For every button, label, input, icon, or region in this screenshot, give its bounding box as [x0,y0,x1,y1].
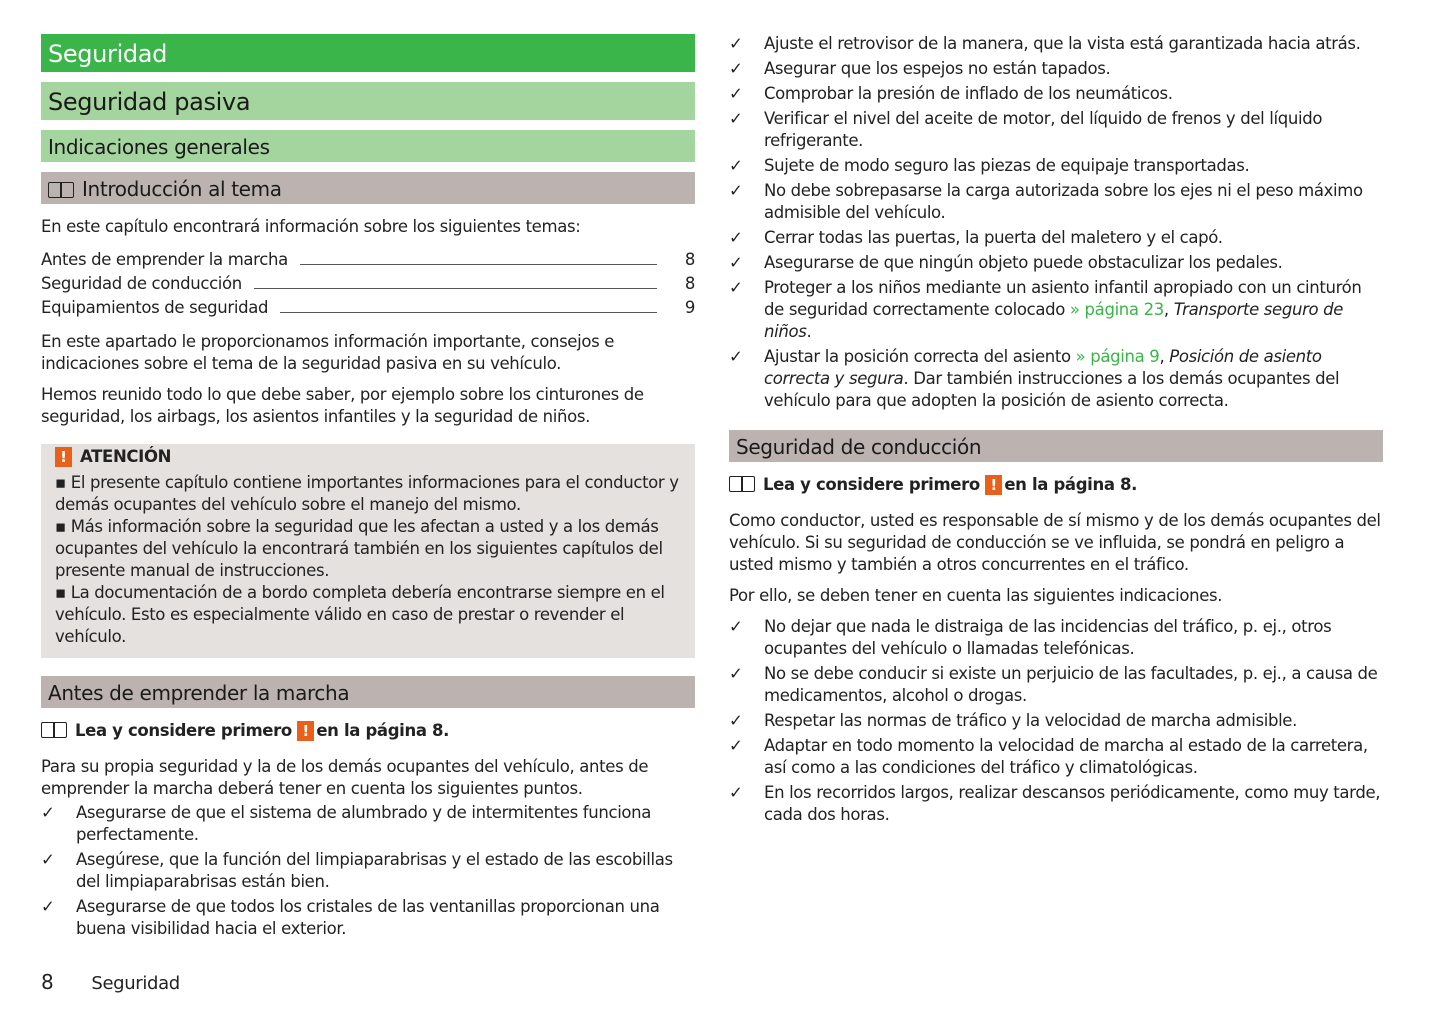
check-item: ✓ No dejar que nada le distraiga de las incidencias del tráfico, p. ej., otros ocupantes del vehículo o llamadas telefónicas. [729,617,1332,658]
footer-section: Seguridad [91,973,180,994]
paragraph: En este apartado le proporcionamos información importante, consejos e indicaciones sobre el tema de la seguridad pasiva en su vehículo. [41,332,615,373]
book-icon [41,722,67,738]
right-column [729,33,1383,829]
paragraph: Por ello, se deben tener en cuenta las siguientes indicaciones. [729,586,1223,605]
page-link[interactable]: 8. [1120,475,1138,494]
warning-icon: ! [55,447,72,467]
warning-icon: ! [985,475,1002,495]
check-icon: ✓ [41,850,55,869]
warning-box [41,444,695,658]
check-icon: ✓ [729,156,743,175]
intro-text: En este capítulo encontrará información sobre los siguientes temas: [41,217,581,236]
intro-heading-label: Introducción al tema [82,177,282,201]
toc-item[interactable]: Equipamientos de seguridad 9 [41,298,695,317]
reference-line: Lea y considere primero ! en la página 8. [41,720,695,742]
check-icon: ✓ [41,803,55,822]
check-item: ✓ No se debe conducir si existe un perjuicio de las facultades, p. ej., a causa de medicamentos, alcohol o drogas. [729,664,1378,705]
check-icon: ✓ [729,278,743,297]
check-item: ✓ Asegúrese, que la función del limpiaparabrisas y el estado de las escobillas del limpiaparabrisas están bien. [41,850,673,891]
check-item: ✓ Sujete de modo seguro las piezas de equipaje transportadas. [729,156,1250,175]
toc [41,247,695,319]
check-icon: ✓ [729,253,743,272]
page-number: 8 [41,970,54,994]
check-icon: ✓ [729,736,743,755]
check-item: ✓ Asegurarse de que el sistema de alumbrado y de intermitentes funciona perfectamente. [41,803,652,844]
section-heading-antes: Antes de emprender la marcha [41,676,695,708]
check-icon: ✓ [729,59,743,78]
reference-line: Lea y considere primero ! en la página 8. [729,474,1383,496]
check-icon: ✓ [729,109,743,128]
check-item: ✓ Ajuste el retrovisor de la manera, que la vista está garantizada hacia atrás. [729,34,1361,53]
chapter-heading: Seguridad [41,34,695,72]
check-item: ✓ Ajustar la posición correcta del asiento » página 9, Posición de asiento correcta y segura. Dar también instrucciones a los demás ocupantes del vehículo para que adopten la posición de asiento correcta. [729,347,1340,410]
page-link[interactable]: » página 9 [1075,347,1160,366]
check-icon: ✓ [729,228,743,247]
check-item: ✓ Cerrar todas las puertas, la puerta del maletero y el capó. [729,228,1223,247]
check-icon: ✓ [729,34,743,53]
check-icon: ✓ [729,181,743,200]
check-icon: ✓ [729,711,743,730]
warning-item: ▪ El presente capítulo contiene importantes informaciones para el conductor y demás ocupantes del vehículo sobre el manejo del mismo. [55,473,679,514]
check-icon: ✓ [729,347,743,366]
check-item: ✓ Asegurar que los espejos no están tapados. [729,59,1111,78]
toc-item[interactable]: Seguridad de conducción 8 [41,274,695,293]
paragraph: Para su propia seguridad y la de los demás ocupantes del vehículo, antes de emprender la marcha deberá tener en cuenta los siguientes puntos. [41,757,649,798]
check-item: ✓ Respetar las normas de tráfico y la velocidad de marcha admisible. [729,711,1297,730]
check-item: ✓ Comprobar la presión de inflado de los neumáticos. [729,84,1173,103]
check-icon: ✓ [729,783,743,802]
section-heading: Seguridad pasiva [41,82,695,120]
paragraph: Como conductor, usted es responsable de sí mismo y de los demás ocupantes del vehículo. Si su seguridad de conducción se ve influida, se pondrá en peligro a usted mismo y también a otros concurrentes en el tráfico. [729,511,1381,574]
section-heading-conduccion: Seguridad de conducción [729,430,1383,462]
check-icon: ✓ [41,897,55,916]
check-item: ✓ Proteger a los niños mediante un asiento infantil apropiado con un cinturón de seguridad correctamente colocado » página 23, Transporte seguro de niños. [729,278,1362,341]
check-icon: ✓ [729,617,743,636]
warning-icon: ! [297,721,314,741]
page-link[interactable]: 8. [432,721,450,740]
check-icon: ✓ [729,664,743,683]
book-icon [729,476,755,492]
check-item: ✓ Asegurarse de que todos los cristales de las ventanillas proporcionan una buena visibilidad hacia el exterior. [41,897,660,938]
book-icon [48,182,74,198]
warning-item: ▪ Más información sobre la seguridad que les afectan a usted y a los demás ocupantes del vehículo la encontrará también en los siguientes capítulos del presente manual de instrucciones. [55,517,663,580]
warning-title: ATENCIÓN [80,447,172,466]
warning-item: ▪ La documentación de a bordo completa debería encontrarse siempre en el vehículo. Esto es especialmente válido en caso de prestar o revender el vehículo. [55,583,665,646]
check-item: ✓ No debe sobrepasarse la carga autorizada sobre los ejes ni el peso máximo admisible del vehículo. [729,181,1363,222]
subsection-heading: Indicaciones generales [41,130,695,162]
check-item: ✓ Asegurarse de que ningún objeto puede obstaculizar los pedales. [729,253,1283,272]
check-item: ✓ En los recorridos largos, realizar descansos periódicamente, como muy tarde, cada dos horas. [729,783,1381,824]
paragraph: Hemos reunido todo lo que debe saber, por ejemplo sobre los cinturones de seguridad, los airbags, los asientos infantiles y la seguridad de niños. [41,385,644,426]
check-item: ✓ Verificar el nivel del aceite de motor, del líquido de frenos y del líquido refrigerante. [729,109,1323,150]
toc-item[interactable]: Antes de emprender la marcha 8 [41,250,695,269]
left-column [41,34,695,943]
page-link[interactable]: » página 23 [1069,300,1164,319]
check-item: ✓ Adaptar en todo momento la velocidad de marcha al estado de la carretera, así como a las condiciones del tráfico y climatológicas. [729,736,1368,777]
page-footer [41,971,180,995]
check-icon: ✓ [729,84,743,103]
intro-heading [41,172,695,204]
